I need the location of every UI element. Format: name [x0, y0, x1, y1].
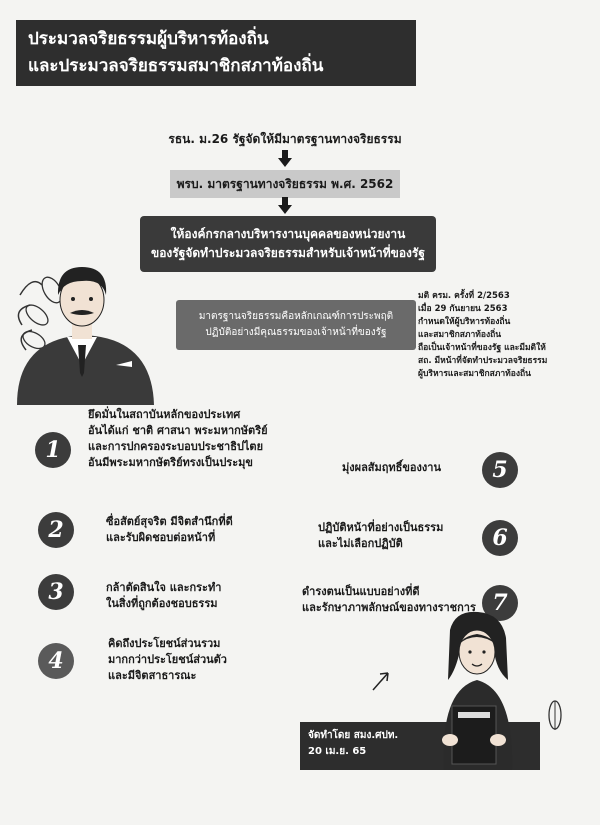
number-4-badge: [38, 643, 74, 679]
number-1-badge: [35, 432, 71, 468]
agency-box: [140, 216, 436, 272]
item-line: อันได้แก่ ชาติ ศาสนา พระมหากษัตริย์: [88, 424, 268, 437]
act-box: [170, 170, 400, 198]
item-line: มากกว่าประโยชน์ส่วนตัว: [108, 653, 227, 666]
agency-box-line-2: ของรัฐจัดทำประมวลจริยธรรมสำหรับเจ้าหน้าที่ของรัฐ: [151, 246, 425, 260]
note-line: สถ. มีหน้าที่จัดทำประมวลจริยธรรม: [418, 356, 548, 366]
note-line: ผู้บริหารและสมาชิกสภาท้องถิ่น: [418, 369, 531, 379]
item-line: และรับผิดชอบต่อหน้าที่: [106, 531, 216, 544]
item-line: ยึดมั่นในสถาบันหลักของประเทศ: [88, 408, 241, 421]
act-box-text: พรบ. มาตรฐานทางจริยธรรม พ.ศ. 2562: [176, 176, 394, 191]
standard-box-line-2: ปฏิบัติอย่างมีคุณธรรมของเจ้าหน้าที่ของรัฐ: [205, 327, 387, 338]
number-5-badge: [482, 452, 518, 488]
credit-line: จัดทำโดย สมง.ศปท.: [308, 730, 399, 741]
item-line: ดำรงตนเป็นแบบอย่างที่ดี: [302, 585, 420, 598]
item-line: ซื่อสัตย์สุจริต มีจิตสำนึกที่ดี: [106, 515, 233, 528]
businessman-illustration: [12, 255, 162, 405]
credit-line: 20 เม.ย. 65: [308, 746, 367, 757]
item-6-text: [318, 520, 443, 552]
number-label: 6: [492, 525, 508, 551]
note-line: เมื่อ 29 กันยายน 2563: [418, 304, 508, 314]
cabinet-resolution-note: [418, 290, 588, 381]
item-line: และไม่เลือกปฏิบัติ: [318, 537, 403, 550]
item-line: ปฏิบัติหน้าที่อย่างเป็นธรรม: [318, 521, 444, 534]
credit-text: [308, 728, 408, 760]
item-3-text: [106, 580, 221, 612]
item-line: และมีจิตสาธารณะ: [108, 669, 197, 682]
number-2-badge: [38, 512, 74, 548]
item-5-text: [342, 460, 441, 476]
sparkle-arrow-icon: [368, 665, 398, 695]
constitution-text: รธน. ม.26 รัฐจัดให้มีมาตรฐานทางจริยธรรม: [168, 132, 402, 146]
number-label: 5: [492, 457, 508, 483]
item-2-text: [106, 514, 233, 546]
number-label: 2: [48, 517, 64, 543]
item-line: กล้าตัดสินใจ และกระทำ: [106, 581, 222, 594]
number-3-badge: [38, 574, 74, 610]
down-arrow-icon: [278, 205, 292, 214]
item-line: และรักษาภาพลักษณ์ของทางราชการ: [302, 601, 476, 614]
number-label: 7: [492, 590, 508, 616]
number-6-badge: [482, 520, 518, 556]
number-label: 3: [48, 579, 64, 605]
title-line-2: และประมวลจริยธรรมสมาชิกสภาท้องถิ่น: [28, 56, 324, 76]
standard-box: [176, 300, 416, 350]
title-line-1: ประมวลจริยธรรมผู้บริหารท้องถิ่น: [28, 29, 269, 49]
item-line: มุ่งผลสัมฤทธิ์ของงาน: [342, 461, 441, 474]
item-4-text: [108, 636, 227, 684]
note-line: กำหนดให้ผู้บริหารท้องถิ่น: [418, 317, 511, 327]
item-line: อันมีพระมหากษัตริย์ทรงเป็นประมุข: [88, 456, 253, 469]
note-line: มติ ครม. ครั้งที่ 2/2563: [418, 291, 510, 301]
note-line: ถือเป็นเจ้าหน้าที่ของรัฐ และมีมติให้: [418, 343, 546, 353]
standard-box-line-1: มาตรฐานจริยธรรมคือหลักเกณฑ์การประพฤติ: [198, 311, 394, 322]
item-1-text: [88, 407, 268, 471]
agency-box-line-1: ให้องค์กรกลางบริหารงานบุคคลของหน่วยงาน: [170, 227, 406, 241]
title-banner: [16, 20, 416, 86]
item-line: ในสิ่งที่ถูกต้องชอบธรรม: [106, 597, 218, 610]
woman-holding-book-illustration: [410, 610, 545, 770]
number-label: 4: [48, 648, 64, 674]
note-line: และสมาชิกสภาท้องถิ่น: [418, 330, 502, 340]
down-arrow-icon: [278, 158, 292, 167]
item-line: คิดถึงประโยชน์ส่วนรวม: [108, 637, 221, 650]
item-line: และการปกครองระบอบประชาธิปไตย: [88, 440, 264, 453]
number-label: 1: [45, 437, 61, 463]
